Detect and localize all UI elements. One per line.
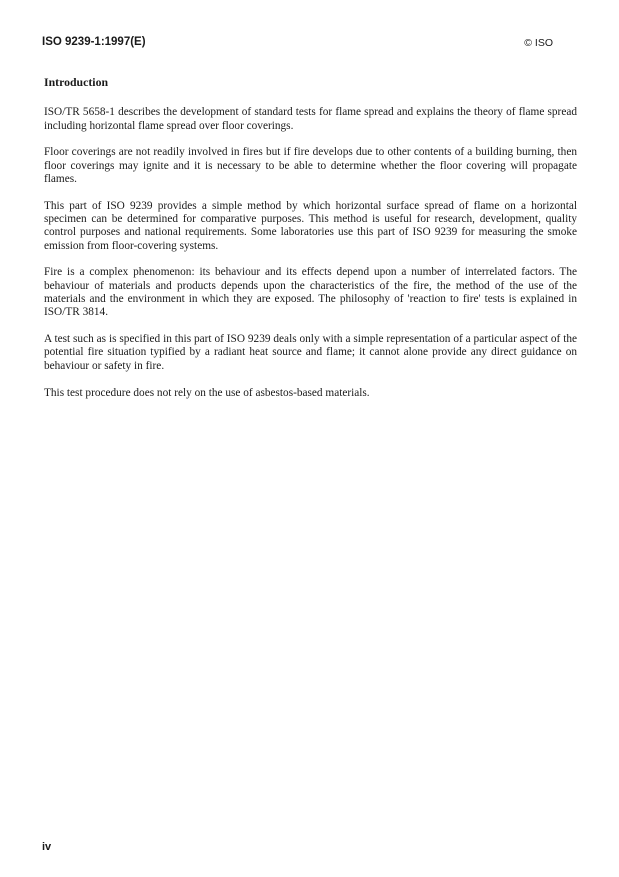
introduction-section (44, 76, 577, 413)
paragraph: This part of ISO 9239 provides a simple method by which horizontal surface spread of flame on a horizontal specimen can be determined for comparative purposes. This method is useful for research, development, quality control purposes and national requirements. Some laboratories use this part of ISO 9239 for measuring the smoke emission from floor-covering systems. (44, 199, 577, 252)
section-heading: Introduction (44, 75, 109, 89)
paragraph: A test such as is specified in this part of ISO 9239 deals only with a simple representation of a particular aspect of the potential fire situation typified by a radiant heat source and flame; it cannot alone provide any direct guidance on behaviour or safety in fire. (44, 333, 577, 372)
page-number: iv (42, 841, 52, 853)
paragraph: Floor coverings are not readily involved in fires but if fire develops due to other contents of a building burning, then floor coverings may ignite and it is necessary to be able to determine whether the floor covering will propagate flames. (44, 146, 577, 185)
paragraph: This test procedure does not rely on the use of asbestos-based materials. (44, 386, 370, 399)
paragraph: Fire is a complex phenomenon: its behaviour and its effects depend upon a number of interrelated factors. The behaviour of materials and products depends upon the characteristics of the fire, the method of the use of the materials and the environment in which they are exposed. The philosophy of 'reaction to fire' tests is explained in ISO/TR 3814. (44, 266, 577, 319)
paragraph: ISO/TR 5658-1 describes the development of standard tests for flame spread and explains the theory of flame spread including horizontal flame spread over floor coverings. (44, 106, 577, 132)
copyright-mark: © ISO (524, 37, 553, 49)
document-id: ISO 9239-1:1997(E) (42, 36, 146, 48)
